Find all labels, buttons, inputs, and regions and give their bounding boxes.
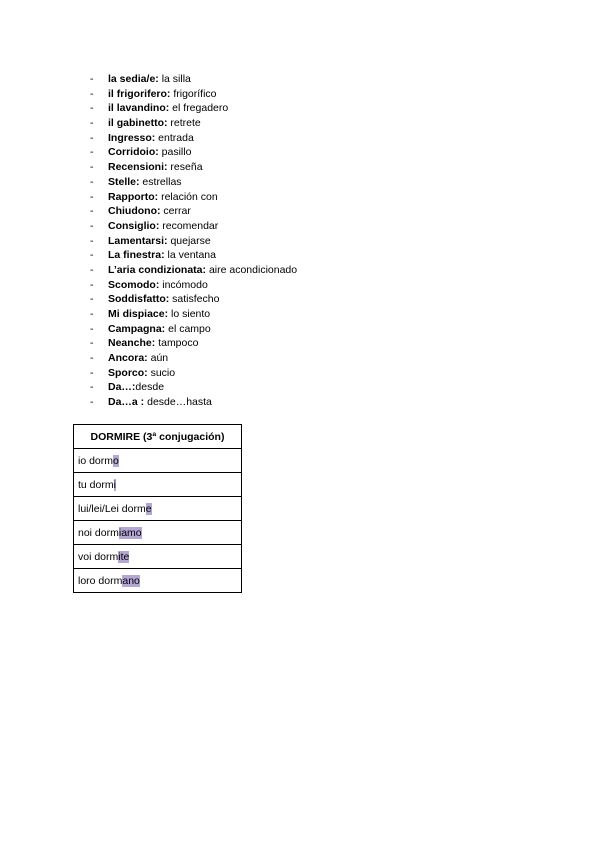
vocab-term: il frigorifero: — [108, 87, 171, 100]
verb-stem: voi dorm — [78, 550, 119, 563]
bullet-dash: - — [90, 337, 94, 350]
vocab-item — [90, 292, 297, 307]
vocab-item — [90, 248, 297, 263]
vocab-item — [90, 351, 297, 366]
verb-ending: o — [113, 454, 119, 467]
vocab-translation: entrada — [155, 131, 194, 144]
bullet-dash: - — [90, 205, 94, 218]
conjugation-cell — [74, 569, 242, 593]
vocab-translation: la silla — [158, 73, 191, 85]
verb-ending: i — [113, 478, 116, 491]
vocab-item — [90, 145, 297, 160]
vocab-term: Chiudono: — [108, 205, 161, 218]
vocab-term: Lamentarsi: — [108, 234, 168, 247]
vocab-item — [90, 322, 297, 337]
vocab-term: Sporco: — [108, 366, 148, 379]
vocab-translation: incómodo — [159, 278, 208, 291]
verb-stem: noi dorm — [78, 526, 119, 539]
vocab-translation: desde…hasta — [144, 396, 212, 409]
conjugation-cell — [74, 521, 242, 545]
vocab-term: Campagna: — [108, 322, 166, 335]
vocab-item — [90, 278, 297, 293]
vocab-translation: estrellas — [139, 175, 182, 188]
bullet-dash: - — [90, 293, 94, 306]
bullet-dash: - — [90, 352, 94, 365]
verb-stem: tu dorm — [78, 478, 114, 491]
vocab-item — [90, 263, 297, 278]
vocab-term: L’aria condizionata: — [108, 263, 207, 276]
vocab-term: il lavandino: — [108, 102, 170, 115]
vocab-term: Da…: — [108, 381, 136, 394]
vocab-term: Mi dispiace: — [108, 308, 169, 320]
verb-stem: io dorm — [78, 454, 114, 467]
verb-stem: lui/lei/Lei dorm — [78, 502, 146, 515]
vocab-translation: aire acondicionado — [206, 263, 298, 276]
vocab-translation: retrete — [167, 117, 201, 130]
vocab-item — [90, 366, 297, 381]
vocab-translation: el campo — [165, 322, 211, 335]
vocab-item — [90, 380, 297, 395]
bullet-dash: - — [90, 249, 94, 262]
conjugation-table — [73, 424, 242, 593]
vocab-translation: quejarse — [167, 234, 211, 247]
vocab-term: Recensioni: — [108, 161, 168, 174]
vocab-term: Ancora: — [108, 352, 148, 365]
vocab-translation: tampoco — [155, 337, 199, 350]
conjugation-cell — [74, 473, 242, 497]
vocab-translation: reseña — [167, 161, 203, 174]
bullet-dash: - — [90, 131, 94, 144]
conjugation-row — [74, 473, 242, 497]
vocab-translation: cerrar — [160, 205, 191, 218]
vocab-translation: satisfecho — [169, 293, 220, 306]
vocab-translation: el fregadero — [169, 102, 229, 115]
vocab-term: il gabinetto: — [108, 117, 168, 130]
vocab-item — [90, 234, 297, 249]
vocab-translation: frigorífico — [170, 87, 217, 100]
bullet-dash: - — [90, 308, 94, 320]
conjugation-cell — [74, 545, 242, 569]
vocabulary-list — [90, 72, 297, 410]
vocab-item — [90, 219, 297, 234]
bullet-dash: - — [90, 175, 94, 188]
vocab-translation: la ventana — [164, 249, 216, 262]
bullet-dash: - — [90, 102, 94, 115]
bullet-dash: - — [90, 396, 94, 409]
vocab-item — [90, 395, 297, 410]
vocab-item — [90, 336, 297, 351]
bullet-dash: - — [90, 322, 94, 335]
bullet-dash: - — [90, 278, 94, 291]
conjugation-cell — [74, 449, 242, 473]
conjugation-row — [74, 449, 242, 473]
verb-ending: e — [145, 502, 152, 515]
conjugation-row — [74, 545, 242, 569]
bullet-dash: - — [90, 263, 94, 276]
vocab-term: Rapporto: — [108, 190, 159, 203]
vocab-item — [90, 307, 297, 322]
conjugation-row — [74, 521, 242, 545]
bullet-dash: - — [90, 190, 94, 203]
verb-ending: ano — [122, 574, 140, 587]
conjugation-row — [74, 569, 242, 593]
verb-ending: iamo — [118, 526, 142, 539]
vocab-item — [90, 87, 297, 102]
vocab-translation: lo siento — [168, 308, 211, 320]
bullet-dash: - — [90, 381, 94, 394]
vocab-item — [90, 190, 297, 205]
vocab-item — [90, 160, 297, 175]
vocab-item — [90, 131, 297, 146]
conjugation-cell — [74, 497, 242, 521]
vocab-term: Soddisfatto: — [108, 293, 170, 306]
conjugation-row — [74, 497, 242, 521]
vocab-translation: recomendar — [159, 219, 219, 232]
vocab-term: Scomodo: — [108, 278, 160, 291]
bullet-dash: - — [90, 73, 94, 85]
bullet-dash: - — [90, 117, 94, 130]
vocab-translation: aún — [147, 352, 169, 365]
vocab-item — [90, 175, 297, 190]
bullet-dash: - — [90, 161, 94, 174]
vocab-item — [90, 116, 297, 131]
bullet-dash: - — [90, 87, 94, 100]
vocab-term: la sedia/e: — [108, 73, 159, 85]
vocab-term: Ingresso: — [108, 131, 156, 144]
vocab-term: Stelle: — [108, 175, 140, 188]
bullet-dash: - — [90, 219, 94, 232]
conjugation-title: DORMIRE (3ª conjugación) — [74, 425, 242, 449]
vocab-item — [90, 101, 297, 116]
vocab-term: Da…a : — [108, 396, 145, 409]
bullet-dash: - — [90, 234, 94, 247]
bullet-dash: - — [90, 366, 94, 379]
vocab-term: Consiglio: — [108, 219, 160, 232]
vocab-translation: relación con — [158, 190, 218, 203]
verb-ending: ite — [118, 550, 130, 563]
vocab-item — [90, 72, 297, 87]
vocab-item — [90, 204, 297, 219]
verb-stem: loro dorm — [78, 574, 123, 587]
vocab-term: La finestra: — [108, 249, 165, 262]
vocab-term: Neanche: — [108, 337, 156, 350]
vocab-translation: pasillo — [158, 146, 192, 159]
vocab-translation: sucio — [147, 366, 176, 379]
conjugation-header-row — [74, 425, 242, 449]
vocab-term: Corridoio: — [108, 146, 159, 159]
bullet-dash: - — [90, 146, 94, 159]
vocab-translation: desde — [135, 381, 165, 394]
